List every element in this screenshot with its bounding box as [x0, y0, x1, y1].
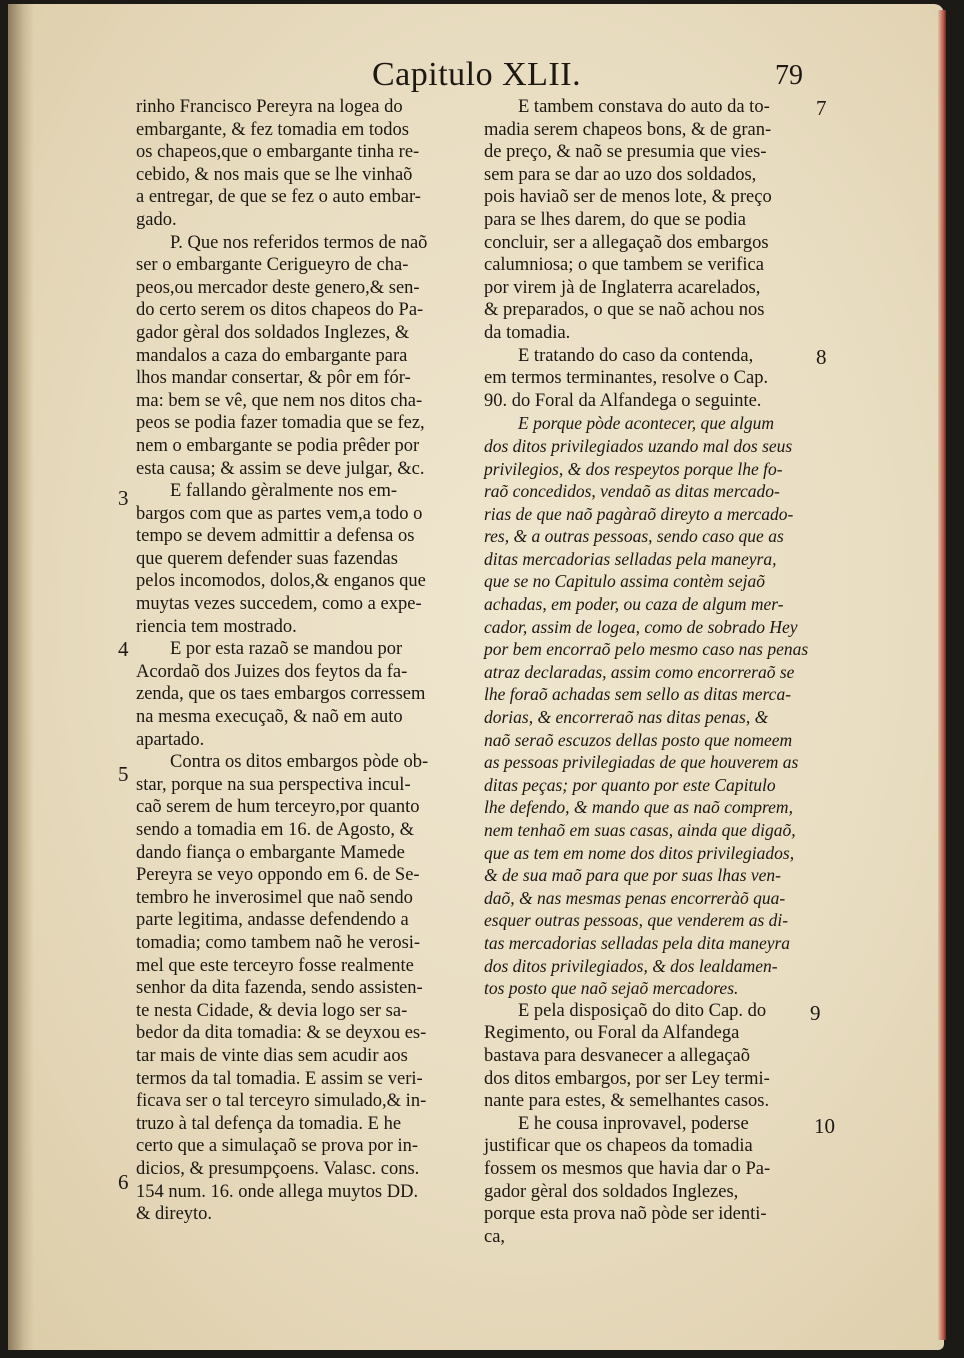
right-column-line: por bem encorraõ pelo mesmo caso nas penas	[484, 639, 809, 660]
left-column-line: os chapeos,que o embargante tinha re-	[136, 142, 420, 163]
margin-note-8: 8	[816, 345, 827, 369]
left-column-line: ficava ser o tal terceyro simulado,& in-	[136, 1091, 427, 1112]
right-column-line: ditas mercadorias selladas pela maneyra,	[484, 548, 777, 569]
left-column-line: te nesta Cidade, & devia logo ser sa-	[136, 1000, 408, 1021]
right-column-line: E tratando do caso da contenda,	[518, 345, 754, 366]
right-column-line: lhe foraõ achadas sem sello as ditas merca-	[484, 684, 792, 705]
left-column-line: tempo se devem admittir a defensa os	[136, 526, 415, 547]
right-column-line: dorias, & encorreraõ nas ditas penas, &	[484, 707, 769, 728]
right-column-line: tos posto que naõ sejaõ mercadores.	[484, 978, 739, 999]
left-column-line: & direyto.	[136, 1204, 213, 1225]
right-column-line: & preparados, o que se naõ achou nos	[484, 300, 765, 321]
right-column-line: E porque pòde acontecer, que algum	[518, 413, 774, 434]
right-column-line: cador, assim de logea, como de sobrado Hey	[484, 616, 798, 637]
left-column-line: peos se podia fazer tomadia que se fez,	[136, 413, 425, 434]
right-column-line: que se no Capitulo assima contèm sejaõ	[484, 571, 765, 592]
right-column-line: pois haviaõ ser de menos lote, & preço	[484, 187, 772, 208]
left-column-line: embargante, & fez tomadia em todos	[136, 119, 409, 140]
right-column-line: madia serem chapeos bons, & de gran-	[484, 119, 772, 140]
left-column-line: E fallando gèralmente nos em-	[170, 481, 398, 502]
left-column-line: tomadia; como tambem naõ he verosi-	[136, 932, 421, 953]
left-column-line: certo que a simulaçaõ se prova por in-	[136, 1136, 419, 1157]
left-column-line: pelos incomodos, dolos,& enganos que	[136, 571, 426, 592]
left-column-line: bargos com que as partes vem,a todo o	[136, 503, 423, 524]
right-column-line: justificar que os chapeos da tomadia	[484, 1136, 753, 1157]
left-column-line: rinho Francisco Pereyra na logea do	[136, 97, 403, 117]
left-column-line: ser o embargante Cerigueyro de cha-	[136, 255, 409, 276]
left-column-line: Acordaõ dos Juizes dos feytos da fa-	[136, 661, 408, 682]
left-column-line: lhos mandar consertar, & pôr em fór-	[136, 368, 411, 389]
left-column-line: gado.	[136, 209, 177, 230]
right-column-line: as pessoas privilegiadas de que houverem as	[484, 752, 799, 773]
left-column-line: apartado.	[136, 729, 205, 750]
left-column-line: bedor da dita tomadia: & se deyxou es-	[136, 1023, 427, 1044]
right-column-line: ca,	[484, 1226, 506, 1247]
left-column-line: a entregar, de que se fez o auto embar-	[136, 187, 421, 208]
left-column-line: 154 num. 16. onde allega muytos DD.	[136, 1181, 419, 1202]
left-column-line: mandalos a caza do embargante para	[136, 345, 408, 366]
right-column-line: dos ditos privilegiados uzando mal dos seus	[484, 435, 793, 456]
right-column-line: E pela disposiçaõ do dito Cap. do	[518, 1000, 767, 1021]
left-column-line: que querem defender suas fazendas	[136, 548, 398, 569]
right-column-line: Regimento, ou Foral da Alfandega	[484, 1023, 740, 1044]
margin-note-9: 9	[810, 1001, 821, 1025]
left-column-line: nem o embargante se podia prêder por	[136, 435, 420, 456]
page-header	[0, 56, 964, 100]
left-column-line: ma: bem se vê, que nem nos ditos cha-	[136, 390, 423, 411]
right-column-line: nem tenhaõ em suas casas, ainda que digaõ,	[484, 820, 796, 840]
left-column-line: esta causa; & assim se deve julgar, &c.	[136, 458, 425, 479]
margin-note-5: 5	[118, 762, 129, 786]
left-column-line: mel que este terceyro fosse realmente	[136, 955, 414, 976]
left-column-line: na mesma execuçaõ, & naõ em auto	[136, 707, 403, 728]
right-column-line: que as tem em nome dos ditos privilegiados,	[484, 842, 795, 863]
right-column-line: por virem jà de Inglaterra acarelados,	[484, 277, 761, 298]
right-column-line: raõ concedidos, vendaõ as ditas mercado-	[484, 481, 780, 502]
right-column-line: de preço, & naõ se presumia que vies-	[484, 142, 767, 163]
left-column-line: tar mais de vinte dias sem acudir aos	[136, 1045, 408, 1066]
left-column-line: E por esta razaõ se mandou por	[170, 639, 403, 660]
running-title: Capitulo XLII.	[372, 56, 582, 93]
right-column-line: calumniosa; o que tambem se verifica	[484, 255, 764, 276]
right-column-line: nante para estes, & semelhantes casos.	[484, 1091, 770, 1112]
right-column-line: & de sua maõ para que por suas lhas ven-	[484, 865, 781, 886]
left-column-line: termos da tal tomadia. E assim se veri-	[136, 1068, 423, 1089]
left-column-line: gador gèral dos soldados Inglezes, &	[136, 322, 410, 343]
left-column-line: zenda, que os taes embargos corressem	[136, 684, 426, 705]
page-gutter-shadow	[8, 4, 34, 1350]
right-column-line: rias de que naõ pagàraõ direyto a mercado-	[484, 503, 794, 524]
right-column-line: dos ditos privilegiados, & dos lealdamen-	[484, 955, 778, 976]
right-column-line: tas mercadorias selladas pela dita maneyra	[484, 932, 791, 953]
right-column-line: fossem os mesmos que havia dar o Pa-	[484, 1158, 771, 1179]
right-column-line: privilegios, & dos respeytos porque lhe fo-	[484, 458, 783, 479]
right-column-line: em termos terminantes, resolve o Cap.	[484, 368, 769, 389]
right-column-line: daõ, & nas mesmas penas encorreràõ qua-	[484, 887, 786, 908]
left-column-line: riencia tem mostrado.	[136, 616, 297, 637]
left-text-column	[136, 96, 468, 1226]
left-column-line: truzo à tal defença da tomadia. E he	[136, 1113, 402, 1134]
right-column-line: porque esta prova naõ pòde ser identi-	[484, 1204, 767, 1225]
left-column-line: do certo serem os ditos chapeos do Pa-	[136, 300, 424, 321]
left-column-line: Contra os ditos embargos pòde ob-	[170, 752, 429, 773]
right-column-line: naõ seraõ escuzos dellas posto que nomeem	[484, 729, 793, 750]
right-column-line: E tambem constava do auto da to-	[518, 97, 770, 117]
right-column-line: para se lhes darem, do que se podia	[484, 209, 746, 230]
margin-note-3: 3	[118, 486, 129, 510]
margin-note-6: 6	[118, 1170, 129, 1194]
left-column-line: dando fiança o embargante Mamede	[136, 842, 405, 863]
right-column-line: gador gèral dos soldados Inglezes,	[484, 1181, 739, 1202]
right-text-column	[484, 96, 814, 1248]
right-column-line: dos ditos embargos, por ser Ley termi-	[484, 1068, 770, 1089]
page-red-edge	[938, 10, 946, 1340]
left-column-line: tembro he inverosimel que naõ sendo	[136, 887, 413, 908]
left-column-line: star, porque na sua perspectiva incul-	[136, 774, 411, 795]
left-column-line: sendo a tomadia em 16. de Agosto, &	[136, 820, 414, 840]
right-column-line: bastava para desvanecer a allegaçaõ	[484, 1045, 751, 1066]
margin-note-7: 7	[816, 96, 827, 120]
right-column-line: da tomadia.	[484, 322, 571, 343]
margin-note-4: 4	[118, 637, 129, 661]
right-column-line: 90. do Foral da Alfandega o seguinte.	[484, 390, 762, 411]
left-column-line: parte legitima, andasse defendendo a	[136, 910, 409, 931]
left-column-line: peos,ou mercador deste genero,& sen-	[136, 277, 420, 298]
left-column-line: dicios, & presumpçoens. Valasc. cons.	[136, 1158, 420, 1179]
left-column-line: muytas vezes succedem, como a expe-	[136, 594, 422, 615]
right-column-line: E he cousa inprovavel, poderse	[518, 1113, 749, 1134]
right-column-line: esquer outras pessoas, que venderem as di-	[484, 910, 789, 931]
margin-note-10: 10	[814, 1114, 835, 1138]
right-column-line: sem para se dar ao uzo dos soldados,	[484, 164, 757, 185]
right-column-line: lhe defendo, & mando que as naõ comprem,	[484, 797, 793, 818]
page-number: 79	[775, 60, 803, 91]
right-column-line: achadas, em poder, ou caza de algum mer-	[484, 594, 784, 615]
right-column-line: ditas peças; por quanto por este Capitulo	[484, 774, 776, 795]
right-column-line: res, & a outras pessoas, sendo caso que as	[484, 526, 784, 547]
left-column-line: senhor da dita fazenda, sendo assisten-	[136, 978, 423, 999]
right-column-line: concluir, ser a allegaçaõ dos embargos	[484, 232, 769, 253]
left-column-line: Pereyra se veyo oppondo em 6. de Se-	[136, 865, 420, 886]
left-column-line: caõ serem de hum terceyro,por quanto	[136, 797, 420, 818]
right-column-line: atraz declaradas, assim como encorreraõ se	[484, 661, 795, 682]
left-column-line: P. Que nos referidos termos de naõ	[170, 232, 428, 253]
left-column-line: cebido, & nos mais que se lhe vinhaõ	[136, 164, 413, 185]
